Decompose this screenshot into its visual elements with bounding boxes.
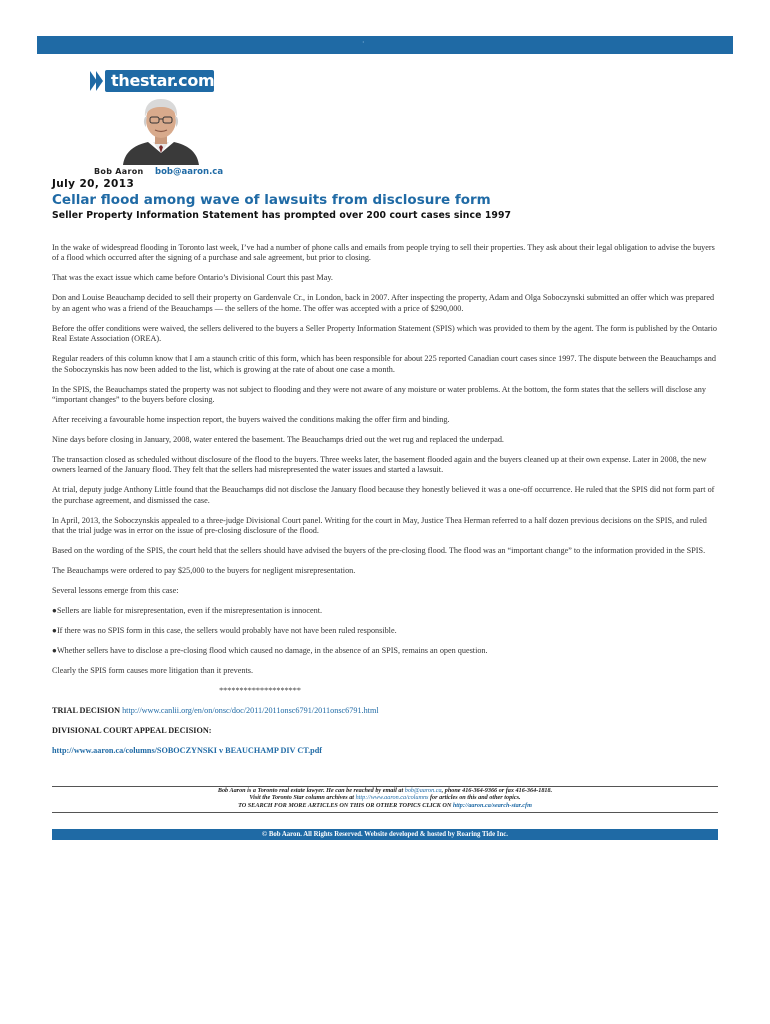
article-paragraph: The transaction closed as scheduled without disclosure of the flood to the buyers. Three weeks later, the basement flooded again and the buyers cleaned up at their own expense. Later in 2008, the new owners learned of the January flood. They felt that the sellers had misrepresented the water issues and started a lawsuit. bbox=[52, 455, 707, 475]
article-paragraph: Before the offer conditions were waived, the sellers delivered to the buyers a Seller Property Information Statement (SPIS) which was provided to them by the agent. The form is published by the Ontario Real Estate Association (OREA). bbox=[52, 323, 717, 344]
author-email-link[interactable]: bob@aaron.ca bbox=[155, 167, 224, 177]
separator-stars: ******************** bbox=[219, 686, 301, 696]
copyright-bar: © Bob Aaron. All Rights Reserved. Website developed & hosted by Roaring Tide Inc. bbox=[52, 829, 718, 840]
footer-divider-bottom bbox=[52, 812, 718, 813]
trial-decision-line bbox=[52, 706, 718, 716]
chevron-right-icon bbox=[96, 71, 103, 91]
article-paragraph: Several lessons emerge from this case: bbox=[52, 586, 179, 596]
article-paragraph: That was the exact issue which came before Ontario’s Divisional Court this past May. bbox=[52, 273, 333, 283]
lesson-bullet: ●Whether sellers have to disclose a pre-closing flood which caused no damage, in the absence of an SPIS, remains an open question. bbox=[52, 646, 488, 656]
article-paragraph: The Beauchamps were ordered to pay $25,000 to the buyers for negligent misrepresentation. bbox=[52, 566, 356, 576]
top-banner-bar bbox=[37, 36, 733, 54]
article-paragraph: Regular readers of this column know that I am a staunch critic of this form, which has been responsible for about 225 reported Canadian court cases since 1997. The dispute between the Beauchamps and the Soboczynskis has now been added to the list, which is growing at the rate of about one case a month. bbox=[52, 354, 716, 374]
article-paragraph: Nine days before closing in January, 2008, water entered the basement. The Beauchamps dried out the wet rug and replaced the underpad. bbox=[52, 435, 504, 445]
article-paragraph: In the wake of widespread flooding in Toronto last week, I’ve had a number of phone calls and emails from people trying to sell their properties. They ask about their legal obligation to advise the buyers of a flood which occurred after the signing of a purchase and sale agreement, but prior to closing. bbox=[52, 243, 715, 263]
archive-line: Visit the Toronto Star column archives at http://www.aaron.ca/columns for articles on this and other topics. bbox=[249, 794, 521, 802]
author-name: Bob Aaron bbox=[94, 167, 144, 176]
lesson-bullet: ●Sellers are liable for misrepresentation, even if the misrepresentation is innocent. bbox=[52, 606, 323, 616]
trial-decision-link[interactable]: http://www.canlii.org/en/on/onsc/doc/2011/2011onsc6791/2011onsc6791.html bbox=[122, 706, 379, 716]
article-paragraph: At trial, deputy judge Anthony Little found that the Beauchamps did not disclose the January flood because they honestly believed it was a one-off occurrence. He ruled that the SPIS did not form part of the purchase agreement, and dismissed the case. bbox=[52, 485, 715, 505]
trial-decision-label: TRIAL DECISION bbox=[52, 706, 121, 716]
contact-email-link[interactable]: bob@aaron.ca bbox=[404, 787, 442, 794]
publication-date: July 20, 2013 bbox=[52, 178, 135, 190]
appeal-decision-link[interactable]: http://www.aaron.ca/columns/SOBOCZYNSKI v BEAUCHAMP DIV CT.pdf bbox=[52, 746, 322, 756]
logo-text: thestar.com bbox=[105, 70, 214, 92]
search-line: TO SEARCH FOR MORE ARTICLES ON THIS OR OTHER TOPICS CLICK ON http://aaron.ca/search-star.cfm bbox=[238, 801, 532, 809]
article-paragraph: In the SPIS, the Beauchamps stated the property was not subject to flooding and they were not aware of any moisture or water problems. At the bottom, the form states that the sellers will disclose any “important changes” to the buyers before closing. bbox=[52, 384, 706, 405]
thestar-logo[interactable] bbox=[90, 70, 214, 92]
appeal-decision-label: DIVISIONAL COURT APPEAL DECISION: bbox=[52, 726, 212, 736]
contact-line: Bob Aaron is a Toronto real estate lawyer. He can be reached by email at bob@aaron.ca, phone 416-364-9366 or fax 416-364-1818. bbox=[217, 787, 553, 794]
article-body bbox=[52, 243, 718, 766]
article-paragraph: Based on the wording of the SPIS, the court held that the sellers should have advised the buyers of the pre-closing flood. The flood was an “important change” to the information provided in the SPIS. bbox=[52, 546, 706, 556]
lesson-bullet: ●If there was no SPIS form in this case, the sellers would probably have not have been ruled responsible. bbox=[52, 626, 397, 636]
article-paragraph: Clearly the SPIS form causes more litigation than it prevents. bbox=[52, 666, 254, 676]
article-headline: Cellar flood among wave of lawsuits from disclosure form bbox=[52, 192, 491, 208]
article-paragraph: After receiving a favourable home inspection report, the buyers waived the conditions making the offer firm and binding. bbox=[52, 415, 450, 425]
author-contact-note bbox=[52, 787, 718, 809]
article-paragraph: Don and Louise Beauchamp decided to sell their property on Gardenvale Cr., in London, back in 2007. After inspecting the property, Adam and Olga Soboczynski submitted an offer which was prepared by an agent who was a friend of the Beauchamps — the sellers of the home. The offer was accepted with a price of $290,000. bbox=[52, 293, 715, 313]
search-link[interactable]: http://aaron.ca/search-star.cfm bbox=[452, 801, 532, 809]
author-photo bbox=[115, 95, 207, 165]
banner-marker: · bbox=[362, 38, 365, 47]
article-subheadline: Seller Property Information Statement has prompted over 200 court cases since 1997 bbox=[52, 210, 512, 221]
article-paragraph: In April, 2013, the Soboczynskis appealed to a three-judge Divisional Court panel. Writing for the court in May, Justice Thea Herman referred to a half dozen previous decisions on the SPIS, and ruled that the trial judge was in error on the issue of pre-closing disclosure of the flood. bbox=[52, 515, 707, 536]
archive-link[interactable]: http://www.aaron.ca/columns bbox=[355, 794, 429, 802]
